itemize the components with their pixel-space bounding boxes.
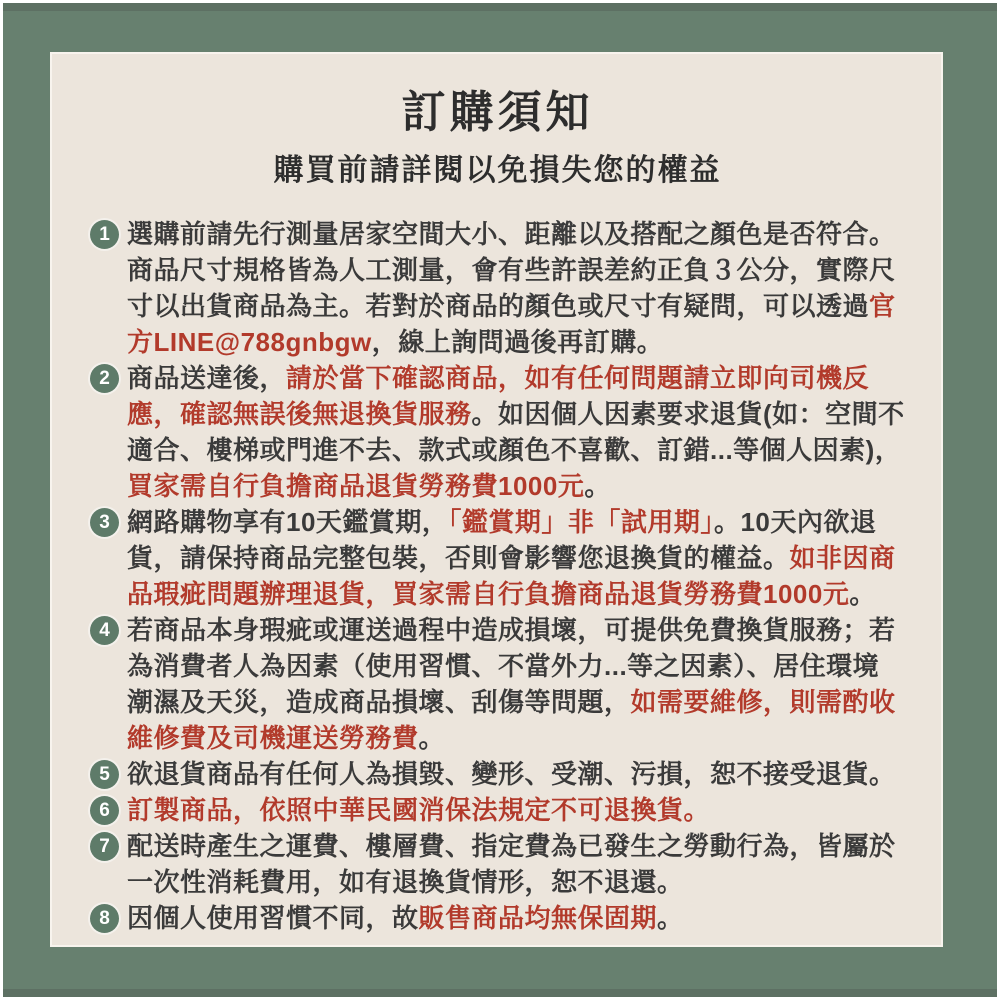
text-segment: 。 [849, 579, 876, 609]
highlighted-text-segment: 訂製商品，依照中華民國消保法規定不可退換貨。 [127, 795, 711, 825]
notice-item [90, 792, 905, 828]
notice-item [90, 360, 905, 504]
text-segment: 。 [657, 903, 684, 933]
top-border-band [3, 3, 997, 11]
text-segment: 選購前請先行測量居家空間大小、距離以及搭配之顏色是否符合。商品尺寸規格皆為人工測量，會有些許誤差約正負３公分，實際尺寸以出貨商品為主。若對於商品的顏色或尺寸有疑問，可以透過 [127, 219, 896, 321]
item-number-badge: 2 [90, 364, 119, 393]
highlighted-text-segment: 官方LINE@788gnbgw [127, 291, 896, 357]
page-subtitle: 購買前請詳閱以免損失您的權益 [273, 154, 722, 187]
notice-item [90, 504, 905, 612]
item-number-badge: 7 [90, 832, 119, 861]
bottom-border-band [3, 989, 997, 997]
text-segment: 若商品本身瑕疵或運送過程中造成損壞，可提供免費換貨服務；若為消費者人為因素（使用習慣、不當外力...等之因素）、居住環境潮濕及天災，造成商品損壞、刮傷等問題， [127, 615, 896, 717]
highlighted-text-segment: 如非因商品瑕疵問題辦理退貨，買家需自行負擔商品退貨勞務費1000元 [127, 543, 896, 609]
notice-item [90, 756, 905, 792]
highlighted-text-segment: 如需要維修，則需酌收維修費及司機運送勞務費 [127, 687, 896, 753]
notice-item [90, 216, 905, 360]
item-number-badge: 6 [90, 796, 119, 825]
notice-text [127, 504, 905, 612]
highlighted-text-segment: 買家需自行負擔商品退貨勞務費1000元 [127, 471, 585, 501]
item-number-badge: 8 [90, 904, 119, 933]
text-segment: 。10天內欲退貨，請保持商品完整包裝，否則會影響您退換貨的權益。 [127, 507, 877, 573]
text-segment: 欲退貨商品有任何人為損毀、變形、受潮、污損，恕不接受退貨。 [127, 759, 896, 789]
text-segment: ，線上詢問過後再訂購。 [371, 327, 664, 357]
notice-text [127, 360, 905, 504]
text-segment: 。如因個人因素要求退貨(如：空間不適合、樓梯或門進不去、款式或顏色不喜歡、訂錯...等個人因素)， [127, 399, 905, 465]
text-segment: 因個人使用習慣不同，故 [127, 903, 419, 933]
text-segment: 。 [418, 723, 446, 753]
page-title: 訂購須知 [401, 88, 594, 137]
notice-card [50, 52, 943, 947]
notice-text [127, 756, 905, 792]
notice-text [127, 828, 905, 900]
highlighted-text-segment: 「鑑賞期」非「試用期」 [448, 507, 714, 537]
item-number-badge: 5 [90, 760, 119, 789]
notice-list [90, 216, 905, 936]
highlighted-text-segment: 販售商品均無保固期 [418, 903, 658, 933]
notice-item [90, 828, 905, 900]
notice-text [127, 216, 905, 360]
item-number-badge: 1 [90, 220, 119, 249]
item-number-badge: 4 [90, 616, 119, 645]
notice-text [127, 900, 905, 936]
notice-item [90, 612, 905, 756]
text-segment: 。 [584, 471, 611, 501]
text-segment: 配送時產生之運費、樓層費、指定費為已發生之勞動行為，皆屬於一次性消耗費用，如有退換貨情形，恕不退還。 [127, 831, 896, 897]
text-segment: 網路購物享有10天鑑賞期， [127, 507, 449, 537]
highlighted-text-segment: 請於當下確認商品，如有任何問題請立即向司機反應，確認無誤後無退換貨服務 [127, 363, 870, 429]
item-number-badge: 3 [90, 508, 119, 537]
text-segment: 商品送達後， [127, 363, 287, 393]
notice-text [127, 612, 905, 756]
notice-item [90, 900, 905, 936]
notice-text [127, 792, 905, 828]
